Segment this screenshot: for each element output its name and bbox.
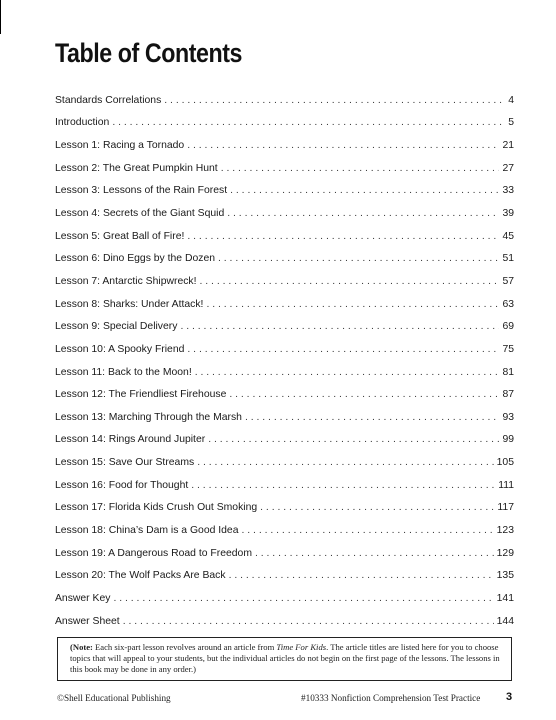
- dot-leader: [195, 367, 500, 378]
- dot-leader: [229, 570, 494, 581]
- note-source: Time For Kids: [276, 642, 327, 652]
- toc-entry: [55, 519, 514, 542]
- toc-entry-title: Lesson 1: Racing a Tornado: [55, 140, 185, 152]
- toc-entry-title: Lesson 16: Food for Thought: [55, 479, 189, 491]
- dot-leader: [260, 502, 494, 513]
- toc-entry-page: 45: [502, 230, 514, 242]
- toc-entry-title: Lesson 11: Back to the Moon!: [55, 366, 192, 378]
- dot-leader: [113, 593, 493, 604]
- toc-entry-page: 87: [502, 389, 514, 401]
- footer-publisher: ©Shell Educational Publishing: [57, 693, 171, 703]
- toc-entry-title: Lesson 9: Special Delivery: [55, 321, 178, 333]
- toc-entry-page: 39: [502, 208, 514, 220]
- dot-leader: [123, 616, 494, 627]
- toc-entry-page: 144: [496, 615, 514, 627]
- toc-entry: [55, 587, 514, 610]
- toc-entry: [55, 361, 514, 384]
- toc-entry-page: 27: [502, 162, 514, 174]
- footer-book-title: #10333 Nonfiction Comprehension Test Practice: [301, 693, 481, 703]
- toc-entry-page: 33: [502, 185, 514, 197]
- toc-entry: [55, 157, 514, 180]
- dot-leader: [187, 344, 499, 355]
- toc-entry-title: Lesson 18: China’s Dam is a Good Idea: [55, 524, 239, 536]
- dot-leader: [180, 321, 499, 332]
- page-title: Table of Contents: [55, 38, 243, 68]
- dot-leader: [206, 299, 499, 310]
- toc-entry-page: 123: [496, 524, 514, 536]
- table-of-contents: [55, 89, 514, 632]
- toc-entry-title: Lesson 6: Dino Eggs by the Dozen: [55, 253, 215, 265]
- toc-entry: [55, 315, 514, 338]
- toc-entry: [55, 610, 514, 633]
- toc-entry: [55, 406, 514, 429]
- dot-leader: [200, 276, 500, 287]
- toc-entry: [55, 134, 514, 157]
- dot-leader: [208, 434, 499, 445]
- toc-entry: [55, 542, 514, 565]
- toc-entry: [55, 564, 514, 587]
- dot-leader: [187, 231, 499, 242]
- toc-entry-page: 117: [497, 502, 514, 514]
- dot-leader: [255, 548, 494, 559]
- toc-entry: [55, 474, 514, 497]
- toc-entry-title: Lesson 2: The Great Pumpkin Hunt: [55, 162, 218, 174]
- toc-entry-page: 63: [502, 298, 514, 310]
- toc-entry-page: 69: [502, 321, 514, 333]
- toc-entry: [55, 383, 514, 406]
- toc-entry-title: Answer Key: [55, 592, 111, 604]
- toc-entry-page: 21: [502, 140, 514, 152]
- toc-entry-title: Answer Sheet: [55, 615, 120, 627]
- toc-entry: [55, 429, 514, 452]
- toc-entry: [55, 270, 514, 293]
- toc-entry-page: 5: [508, 117, 514, 129]
- toc-entry-title: Lesson 15: Save Our Streams: [55, 457, 195, 469]
- dot-leader: [221, 163, 500, 174]
- dot-leader: [218, 253, 499, 264]
- toc-entry-title: Lesson 8: Sharks: Under Attack!: [55, 298, 204, 310]
- toc-entry: [55, 112, 514, 135]
- toc-entry-page: 4: [508, 94, 514, 106]
- toc-entry-page: 129: [496, 547, 514, 559]
- note-text: Each six-part lesson revolves around an article from: [92, 642, 277, 652]
- toc-entry: [55, 293, 514, 316]
- footer-page-number: 3: [506, 691, 513, 703]
- toc-entry-title: Lesson 4: Secrets of the Giant Squid: [55, 208, 225, 220]
- toc-entry-title: Lesson 19: A Dangerous Road to Freedom: [55, 547, 252, 559]
- toc-entry-page: 93: [502, 411, 514, 423]
- toc-entry-page: 99: [502, 434, 514, 446]
- toc-entry-page: 57: [502, 275, 514, 287]
- dot-leader: [197, 457, 493, 468]
- toc-entry-page: 141: [496, 592, 514, 604]
- toc-entry: [55, 247, 514, 270]
- note-prefix: (Note:: [70, 642, 93, 652]
- toc-entry: [55, 180, 514, 203]
- toc-entry-page: 105: [496, 457, 514, 469]
- toc-entry-page: 111: [498, 479, 514, 491]
- note-box: [57, 637, 512, 681]
- toc-entry-title: Lesson 3: Lessons of the Rain Forest: [55, 185, 228, 197]
- toc-entry-page: 51: [502, 253, 514, 265]
- toc-entry-title: Lesson 14: Rings Around Jupiter: [55, 434, 206, 446]
- toc-entry-page: 81: [502, 366, 514, 378]
- toc-entry-title: Lesson 12: The Friendliest Firehouse: [55, 389, 227, 401]
- dot-leader: [229, 389, 499, 400]
- dot-leader: [112, 117, 505, 128]
- dot-leader: [245, 412, 499, 423]
- toc-entry: [55, 451, 514, 474]
- toc-entry-title: Lesson 10: A Spooky Friend: [55, 343, 185, 355]
- dot-leader: [230, 185, 499, 196]
- toc-entry-title: Lesson 7: Antarctic Shipwreck!: [55, 275, 197, 287]
- toc-entry: [55, 202, 514, 225]
- dot-leader: [242, 525, 494, 536]
- dot-leader: [164, 95, 505, 106]
- toc-entry: [55, 89, 514, 112]
- toc-entry: [55, 225, 514, 248]
- toc-entry-title: Introduction: [55, 117, 110, 129]
- toc-entry-page: 75: [502, 343, 514, 355]
- toc-entry-title: Standards Correlations: [55, 94, 162, 106]
- toc-entry: [55, 497, 514, 520]
- toc-entry-title: Lesson 13: Marching Through the Marsh: [55, 411, 242, 423]
- toc-entry: [55, 338, 514, 361]
- note-text-continued: . The article titles are listed here for you to choose topics that will appeal to your students, but the individual articles do not begin on the first page of the lessons. The lessons in this book may be done in any order.): [70, 642, 500, 675]
- dot-leader: [191, 480, 495, 491]
- toc-entry-title: Lesson 17: Florida Kids Crush Out Smoking: [55, 502, 258, 514]
- toc-entry-title: Lesson 5: Great Ball of Fire!: [55, 230, 185, 242]
- toc-entry-page: 135: [496, 570, 514, 582]
- dot-leader: [187, 140, 499, 151]
- dot-leader: [227, 208, 499, 219]
- crop-mark: [0, 0, 1, 34]
- toc-entry-title: Lesson 20: The Wolf Packs Are Back: [55, 570, 226, 582]
